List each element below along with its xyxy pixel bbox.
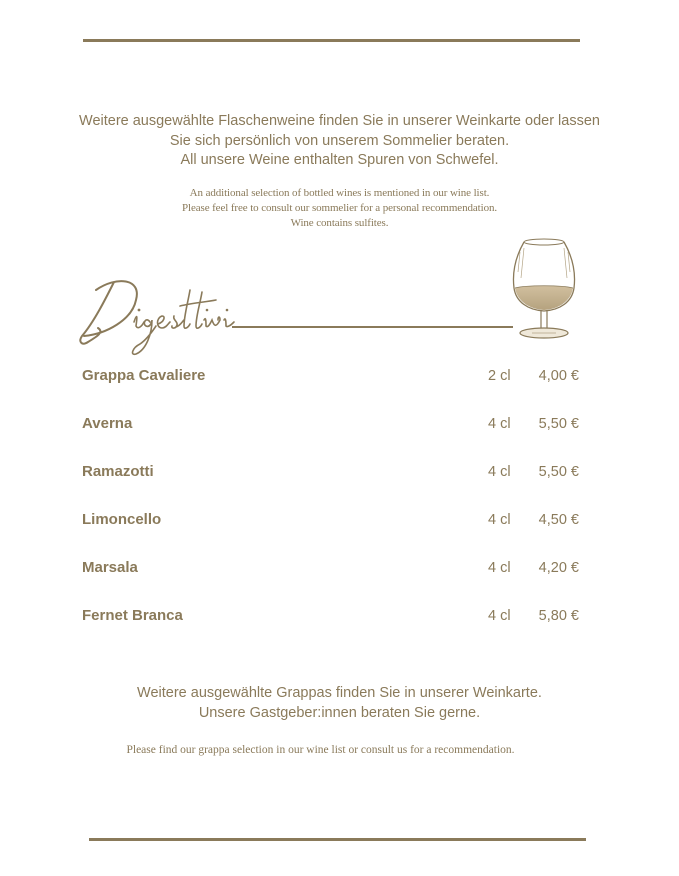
item-price: 4,20 € — [538, 560, 579, 576]
menu-item — [82, 366, 582, 414]
section-title-rule — [232, 326, 513, 328]
footer-german-text — [0, 684, 679, 723]
footer-german-line: Unsere Gastgeber:innen beraten Sie gerne. — [198, 704, 481, 721]
item-volume: 4 cl — [488, 608, 511, 624]
item-volume: 2 cl — [488, 368, 511, 384]
item-price: 5,80 € — [538, 608, 579, 624]
menu-item — [82, 462, 582, 510]
item-price: 5,50 € — [538, 416, 579, 432]
intro-german-line: All unsere Weine enthalten Spuren von Schwefel. — [180, 152, 499, 168]
item-price: 4,50 € — [538, 512, 579, 528]
menu-item — [82, 558, 582, 606]
intro-german-line: Weitere ausgewählte Flaschenweine finden Sie in unserer Weinkarte oder lassen — [79, 113, 600, 129]
bottom-divider — [89, 838, 586, 841]
item-volume: 4 cl — [488, 464, 511, 480]
item-name: Grappa Cavaliere — [82, 367, 206, 384]
item-volume: 4 cl — [488, 512, 511, 528]
item-volume: 4 cl — [488, 560, 511, 576]
item-name: Limoncello — [82, 511, 162, 528]
menu-item — [82, 510, 582, 558]
footer-german-line: Weitere ausgewählte Grappas finden Sie in unserer Weinkarte. — [137, 685, 542, 701]
item-name: Ramazotti — [82, 463, 154, 480]
section-title-script — [76, 270, 246, 360]
brandy-glass-icon — [504, 238, 586, 342]
menu-list — [82, 366, 582, 654]
intro-english-line: Please feel free to consult our sommelier for a personal recommendation. — [181, 202, 498, 214]
intro-english-line: Wine contains sulfites. — [290, 217, 389, 229]
item-price: 4,00 € — [538, 368, 579, 384]
intro-english-text — [0, 186, 679, 231]
item-price: 5,50 € — [538, 464, 579, 480]
menu-item — [82, 414, 582, 462]
intro-english-line: An additional selection of bottled wines is mentioned in our wine list. — [189, 187, 490, 199]
item-name: Averna — [82, 415, 133, 432]
intro-german-text — [0, 112, 679, 171]
top-divider — [83, 39, 580, 42]
intro-german-line: Sie sich persönlich von unserem Sommelier beraten. — [169, 132, 510, 149]
menu-item — [82, 606, 582, 654]
footer-english-text: Please find our grappa selection in our wine list or consult us for a recommendation. — [126, 744, 515, 756]
item-volume: 4 cl — [488, 416, 511, 432]
item-name: Fernet Branca — [82, 607, 183, 624]
item-name: Marsala — [82, 559, 138, 576]
